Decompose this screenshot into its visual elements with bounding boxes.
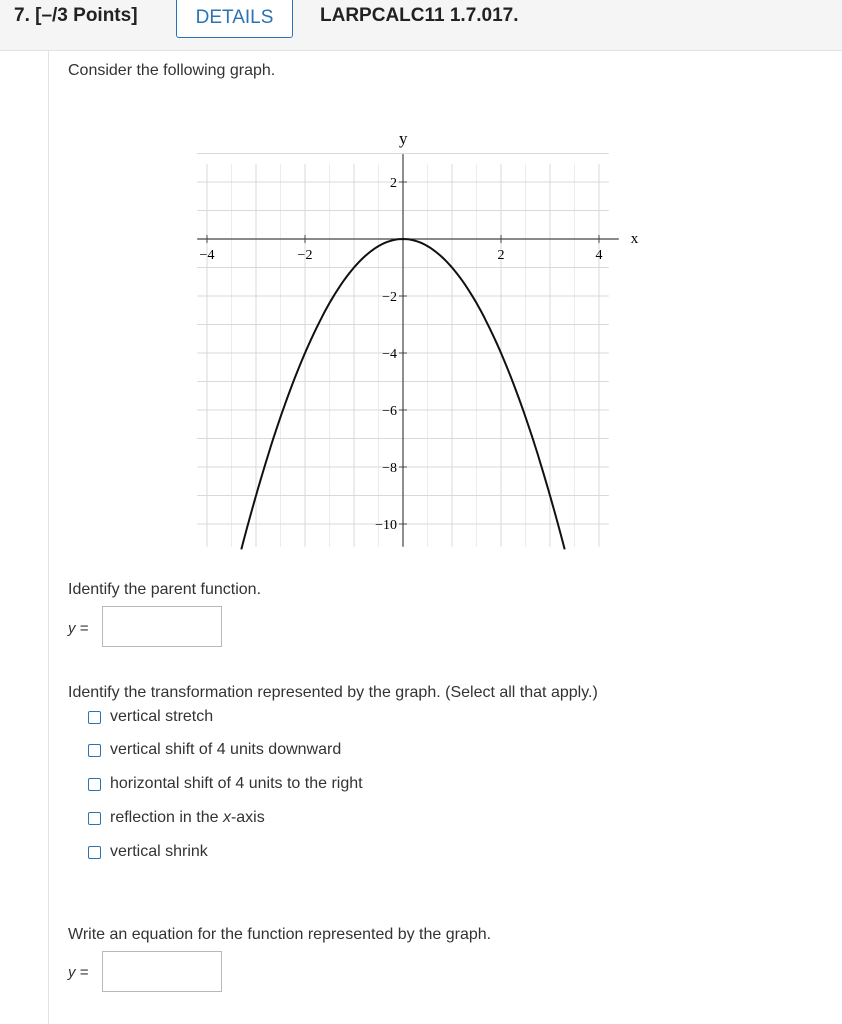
x-axis-label: x — [630, 231, 639, 247]
equation-input[interactable] — [102, 951, 222, 992]
checkbox[interactable] — [88, 846, 101, 859]
y-tick-label: 2 — [390, 176, 397, 191]
option-label: vertical shrink — [110, 843, 208, 860]
option-label: vertical stretch — [110, 708, 214, 725]
checkbox[interactable] — [88, 711, 101, 724]
y-tick-label: −2 — [382, 290, 397, 305]
option-label: horizontal shift of 4 units to the right — [110, 775, 363, 792]
checkbox[interactable] — [88, 744, 101, 757]
checkbox[interactable] — [88, 778, 101, 791]
option-label-var: x — [222, 809, 231, 826]
question-header — [0, 0, 842, 51]
option-label — [110, 809, 265, 827]
transformation-question: Identify the transformation represented by the graph. (Select all that apply.) — [68, 684, 598, 701]
option-vertical-shrink[interactable] — [88, 843, 208, 861]
y-tick-label: −4 — [382, 347, 397, 362]
checkbox[interactable] — [88, 812, 101, 825]
parent-function-question: Identify the parent function. — [68, 581, 262, 598]
option-vertical-shift[interactable] — [88, 741, 341, 759]
option-reflection[interactable] — [88, 809, 265, 827]
x-tick-label: −4 — [199, 248, 215, 263]
assignment-code: LARPCALC11 1.7.017. — [320, 5, 519, 26]
y-tick-label: −6 — [382, 404, 397, 419]
prompt-text: Consider the following graph. — [68, 62, 276, 79]
details-button[interactable]: DETAILS — [176, 0, 293, 38]
x-tick-label: 4 — [595, 248, 603, 263]
x-tick-label: −2 — [297, 248, 313, 263]
parent-function-input[interactable] — [102, 606, 222, 647]
question-number: 7. [–/3 Points] — [14, 5, 138, 26]
question-border — [48, 51, 49, 1024]
equation-label: y = — [68, 964, 89, 981]
y-axis-label: y — [399, 129, 408, 149]
y-tick-label: −8 — [382, 461, 397, 476]
option-horizontal-shift[interactable] — [88, 775, 363, 793]
y-tick-label: −10 — [375, 518, 397, 533]
equation-question: Write an equation for the function represented by the graph. — [68, 926, 492, 943]
option-label-prefix: reflection in the — [110, 809, 223, 826]
option-vertical-stretch[interactable] — [88, 708, 213, 726]
option-label-suffix: -axis — [230, 809, 265, 826]
option-label: vertical shift of 4 units downward — [110, 741, 342, 758]
x-tick-label: 2 — [497, 248, 505, 263]
parabola-graph — [190, 100, 650, 560]
parent-function-label: y = — [68, 620, 89, 637]
